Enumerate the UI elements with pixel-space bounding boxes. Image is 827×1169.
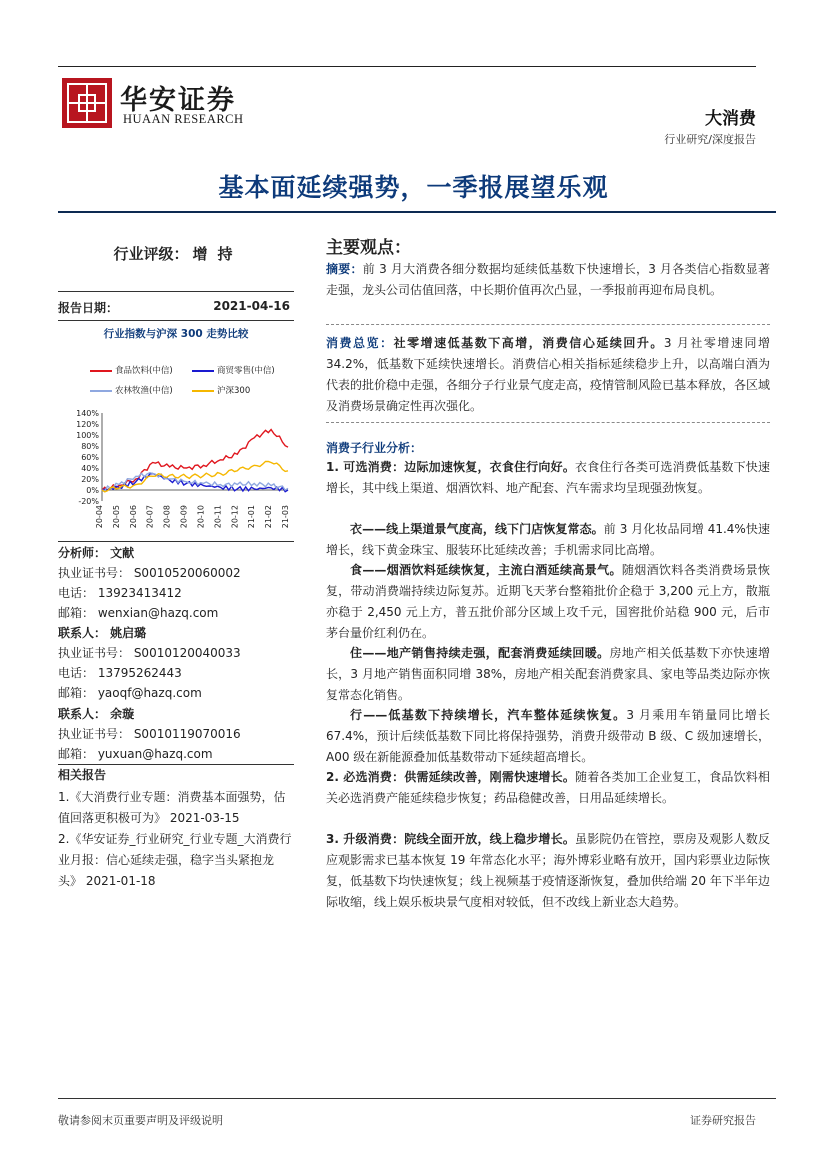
sector-label: 大消费 [705,109,756,129]
y-tick-label: 80% [81,442,99,451]
industry-rating [58,243,298,264]
date-label: 报告日期： [58,301,119,315]
divider [326,324,770,325]
y-tick-label: 40% [81,464,99,473]
contact-3-email[interactable]: 邮箱： yuxuan@hazq.com [58,747,213,761]
trend-chart [58,405,294,535]
x-tick-label: 21-03 [281,505,290,529]
contact-3-cert: 执业证书号： S0010119070016 [58,727,241,741]
title-rule [58,211,776,213]
divider [58,320,294,321]
divider [326,422,770,423]
contact-3-name: 联系人： 余璇 [58,707,135,721]
footer-rule [58,1098,776,1099]
report-type: 行业研究/深度报告 [664,133,756,146]
report-date [58,299,294,316]
clothing-paragraph: 衣——线上渠道景气度高，线下门店恢复常态。前 3 月化妆品同增 41.4%快速增长，线下黄金珠宝、服装环比延续改善；手机需求同比高增。 [326,522,770,557]
legend-item: 食品饮料(中信) [90,364,173,376]
y-tick-label: -20% [78,497,99,506]
upgrade-paragraph: 3. 升级消费：院线全面开放，线上稳步增长。虽影院仍在管控，票房及观影人数反应观影需求已基本恢复 19 年常态化水平；海外博彩业略有放开，国内彩票业边际恢复，低基数下均快速恢复；线上视频基于疫情逐渐恢复，叠加供给端 20 年下半年边际收缩，线上娱乐板块景气度相对较低，但不改线上新业态大趋势。 [326,832,770,909]
x-tick-label: 20-05 [111,505,121,529]
date-value: 2021-04-16 [213,299,290,313]
overview-paragraph: 消费总览：社零增速低基数下高增，消费信心延续回升。3 月社零增速同增34.2%，低基数下延续快速增长。消费信心相关指标延续稳步上升，以高端白酒为代表的批价稳中走强，各细分子行业景气度走高，疫情管制风险已基本释放，各区域及消费场景确定性再次强化。 [326,336,771,413]
contact-2-phone: 电话： 13795262443 [58,666,182,680]
chart-title: 行业指数与沪深 300 走势比较 [103,328,249,340]
staples-paragraph: 2. 必选消费：供需延续改善，刚需快速增长。随着各类加工企业复工，食品饮料相关必选消费产能延续稳步恢复；药品稳健改善，日用品延续增长。 [326,770,770,805]
x-tick-label: 20-06 [128,505,138,529]
legend-item: 沪深300 [192,384,250,396]
x-tick-label: 20-09 [179,505,189,529]
divider [58,541,294,542]
x-tick-label: 21-01 [247,505,257,529]
report-title: 基本面延续强势，一季报展望乐观 [218,173,609,202]
rating-value: 增持 [192,245,243,263]
discretionary-paragraph: 1. 可选消费：边际加速恢复，衣食住行向好。衣食住行各类可选消费低基数下快速增长，其中线上渠道、烟酒饮料、地产配套、汽车需求均呈现强劲恢复。 [326,460,770,495]
huaan-logo-icon [62,78,112,128]
divider [58,764,294,765]
divider [58,291,294,292]
legend-item: 农林牧渔(中信) [90,384,173,396]
housing-paragraph: 住——地产销售持续走强，配套消费延续回暖。房地产相关低基数下亦快速增长，3 月地产销售面积同增 38%，房地产相关配套消费家具、家电等品类边际亦恢复常态化销售。 [326,646,770,702]
x-tick-label: 20-07 [145,505,155,529]
summary-paragraph: 摘要：前 3 月大消费各细分数据均延续低基数下快速增长，3 月各类信心指数显著走强，龙头公司估值回落，中长期价值再次凸显，一季报前再迎布局良机。 [326,262,770,297]
x-tick-label: 20-04 [95,505,104,529]
sub-industry-heading: 消费子行业分析： [326,441,423,455]
contact-2-name: 联系人： 姚启璐 [58,626,147,640]
x-tick-label: 20-08 [162,505,172,529]
x-tick-label: 20-11 [213,505,223,529]
y-tick-label: 60% [81,453,99,462]
related-report-2[interactable]: 2.《华安证券_行业研究_行业专题_大消费行业月报：信心延续走强，稳字当头紧抱龙头》 2021-01-18 [58,832,292,888]
footer-disclaimer: 敬请参阅末页重要声明及评级说明 [58,1114,223,1127]
food-paragraph: 食——烟酒饮料延续恢复，主流白酒延续高景气。随烟酒饮料各类消费场景恢复，带动消费端持续边际复苏。近期飞天茅台整箱批价企稳于 3,200 元上方，散瓶亦稳于 2,450 元上方，普五批价部分区域上攻千元，国窖批价站稳 900 元，后市茅台量价红利仍在。 [326,563,770,640]
related-reports-title: 相关报告 [58,768,107,782]
contact-2-email[interactable]: 邮箱： yaoqf@hazq.com [58,686,202,700]
rating-label: 行业评级： [113,245,189,263]
x-tick-label: 20-10 [196,505,206,529]
analyst-1-phone: 电话： 13923413412 [58,586,182,600]
brand-name-cn: 华安证券 [120,85,236,116]
main-points-heading: 主要观点： [326,238,411,258]
y-tick-label: 20% [81,475,99,484]
analyst-1-name: 分析师： 文献 [58,546,135,560]
contact-2-cert: 执业证书号： S0010120040033 [58,646,241,660]
y-tick-label: 140% [76,409,99,418]
y-tick-label: 100% [76,431,99,440]
analyst-1-cert: 执业证书号： S0010520060002 [58,566,241,580]
y-tick-label: 0% [86,486,99,495]
brand-name-en: HUAAN RESEARCH [123,112,244,126]
transport-paragraph: 行——低基数下持续增长，汽车整体延续恢复。3 月乘用车销量同比增长 67.4%，预计后续低基数下同比将保持强势，消费升级带动 B 级、C 级加速增长，A00 级在新能源叠加低基数带动下延续超高增长。 [326,708,770,764]
x-tick-label: 20-12 [230,505,240,529]
legend-item: 商贸零售(中信) [192,364,275,376]
header-rule [58,66,756,67]
footer-label: 证券研究报告 [690,1114,756,1127]
analyst-1-email[interactable]: 邮箱： wenxian@hazq.com [58,606,219,620]
x-tick-label: 21-02 [264,505,274,529]
related-report-1[interactable]: 1.《大消费行业专题：消费基本面强势，估值回落更积极可为》 2021-03-15 [58,790,286,825]
y-tick-label: 120% [76,420,99,429]
